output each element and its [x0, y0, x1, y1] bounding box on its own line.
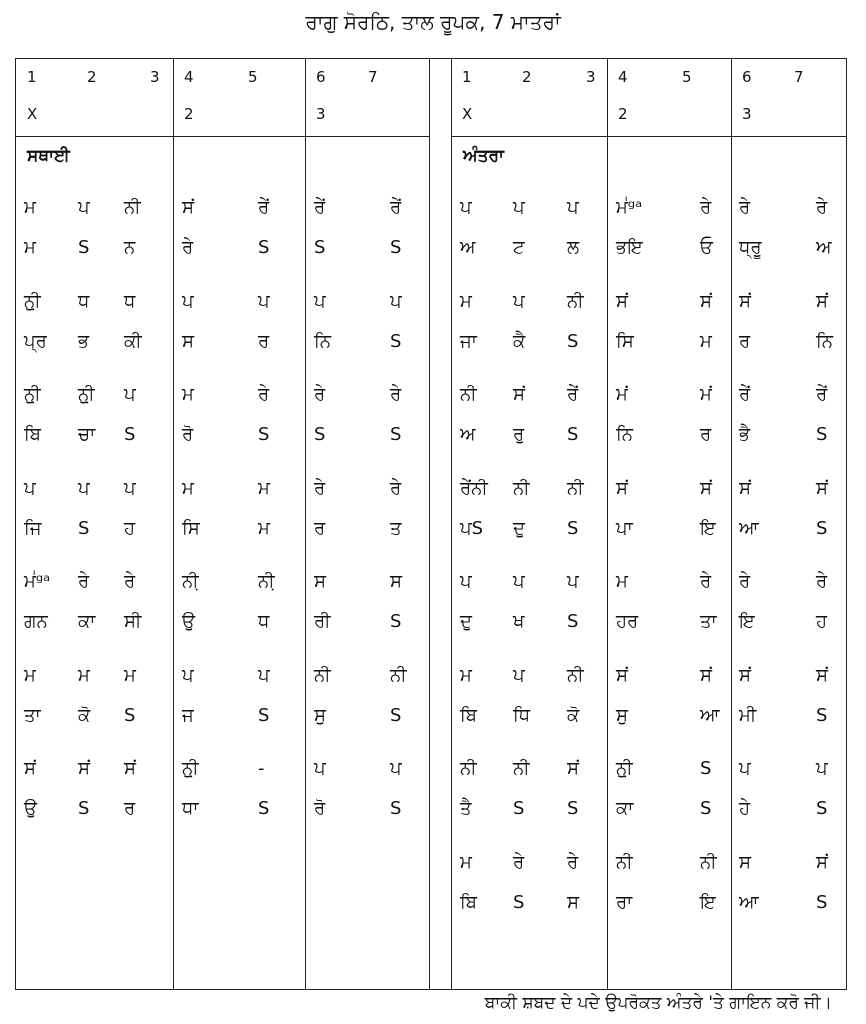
bol-syllable: ਕੀ — [124, 330, 142, 352]
bol-syllable: ਹਰ — [616, 611, 639, 632]
section-label: ਸਥਾਈ — [27, 146, 70, 166]
swar-note: ਮ — [182, 384, 194, 405]
swar-note: ਰੇ — [390, 384, 402, 405]
swar-note: ਪ — [513, 664, 525, 686]
swar-note: ਸਂ — [816, 477, 828, 499]
swar-note: ਸਂ — [124, 758, 136, 779]
bol-syllable: ਧਿ — [513, 704, 531, 726]
swar-note: ਰੇਂ — [390, 197, 402, 218]
swar-note: ਨੀ — [567, 290, 584, 312]
swar-note: ਨੀ — [314, 664, 331, 686]
bol-syllable: ਸਿ — [182, 517, 200, 539]
swar-note: ਸਂ — [700, 290, 712, 312]
bol-syllable: S — [390, 704, 402, 726]
bol-syllable: ਤੈ — [460, 798, 472, 819]
swar-note: ਮ — [78, 664, 90, 686]
bol-syllable: ਧ੍ਰੂ — [739, 237, 762, 258]
bol-syllable: ਰੋ — [314, 798, 326, 819]
bol-syllable: S — [390, 424, 402, 445]
bol-syllable: S — [390, 798, 402, 819]
header-divider-left — [15, 136, 429, 137]
bol-syllable: ਸਿ — [616, 330, 634, 352]
swar-note: ਸਂ — [700, 477, 712, 499]
swar-note: ਨੀ — [390, 664, 407, 686]
swar-note: ਸਂ — [616, 664, 628, 686]
swar-note: ਮ — [460, 290, 472, 312]
swar-note: ਨੀ — [460, 758, 477, 779]
bol-syllable: ਬਿ — [460, 891, 478, 913]
swar-note: ਰੇ — [314, 384, 326, 405]
bol-syllable: ਨਿ — [816, 330, 834, 352]
bol-syllable: ਪ੍ਰ — [24, 330, 47, 352]
bol-syllable: S — [390, 330, 402, 352]
bol-syllable: ਮ — [700, 330, 712, 352]
bol-syllable: ਰ — [700, 424, 712, 445]
swar-note: ਸਂ — [567, 758, 579, 779]
swar-note: ਮਂ — [700, 384, 712, 405]
bol-syllable: ਕੋ — [567, 704, 580, 726]
swar-note: ਰੇਂ — [567, 384, 579, 405]
swar-note: ਨੀ — [700, 851, 717, 873]
bol-syllable: ਮ — [24, 237, 36, 258]
bol-syllable: ਅ — [460, 424, 476, 445]
swar-note: ਸਂ — [816, 290, 828, 312]
bol-syllable: ਮ — [258, 517, 270, 539]
column-divider — [607, 58, 608, 990]
bol-syllable: S — [258, 237, 270, 258]
swar-note: ਪ — [314, 290, 326, 312]
header-divider-right — [451, 136, 847, 137]
swar-note: ਪ — [390, 290, 402, 312]
bol-syllable: ਬਿ — [460, 704, 478, 726]
bol-syllable: ਹੇ — [739, 798, 751, 819]
swar-note: ਸਂ — [739, 477, 751, 499]
swar-note: ਪ — [258, 290, 270, 312]
bol-syllable: ਸੁ — [616, 704, 628, 726]
beat-number: 2 — [522, 68, 532, 86]
swar-note: ਸਂ — [616, 477, 628, 499]
swar-note: ਰੇ — [816, 571, 828, 592]
taali-marker: 3 — [316, 105, 326, 123]
swar-note: ਰੇਂ — [739, 384, 751, 405]
swar-note: ਰੇ — [314, 477, 326, 499]
bol-syllable: ਮੀ — [739, 704, 757, 726]
bol-syllable: S — [390, 611, 402, 632]
swar-note: ਮ — [24, 197, 36, 218]
bol-syllable: S — [258, 424, 270, 445]
swar-note: ਧ — [124, 290, 136, 312]
column-divider — [173, 58, 174, 990]
bol-syllable: ਭ — [78, 330, 90, 352]
bol-syllable: ਰੀ — [314, 611, 331, 632]
bol-syllable: S — [567, 517, 579, 539]
bol-syllable: S — [567, 798, 579, 819]
bol-syllable: ਭੈ — [739, 424, 751, 445]
bol-syllable: S — [567, 611, 579, 632]
bol-syllable: ਬਿ — [24, 424, 42, 445]
bol-syllable: ਹ — [816, 611, 828, 632]
bol-syllable: ਸੁ — [314, 704, 326, 726]
swar-note: ਪ — [182, 664, 194, 686]
bol-syllable: S — [567, 424, 579, 445]
bol-syllable: ਪਾ — [616, 517, 633, 539]
bol-syllable: ਰ — [124, 798, 136, 819]
taali-marker: X — [462, 105, 473, 123]
bol-syllable: ਪS — [460, 517, 484, 539]
swar-note: ਮ — [460, 851, 472, 873]
swar-note: ਪ — [314, 758, 326, 779]
swar-note: ਨੀ — [124, 197, 141, 218]
swar-note: ਪ — [124, 477, 136, 499]
swar-note: ਨੁ਼ੀ — [24, 290, 41, 312]
swar-note: ਸ — [314, 571, 326, 592]
beat-number: 7 — [794, 68, 804, 86]
swar-note: ਸ — [390, 571, 402, 592]
swar-note: ਮ॑ᵍᵃ — [24, 571, 51, 592]
bol-syllable: ਰਾ — [616, 891, 633, 913]
swar-note: ਮ — [460, 664, 472, 686]
swar-note: ਮ — [616, 571, 628, 592]
beat-number: 3 — [586, 68, 596, 86]
swar-note: ਪ — [24, 477, 36, 499]
bol-syllable: ਹ — [124, 517, 136, 539]
swar-note: ਪ — [513, 290, 525, 312]
beat-number: 6 — [742, 68, 752, 86]
swar-note: ਰੇ — [78, 571, 90, 592]
bol-syllable: ਧਾ — [182, 798, 199, 819]
bol-syllable: ਰ — [314, 517, 326, 539]
swar-note: ਸਂ — [816, 851, 828, 873]
bol-syllable: S — [390, 237, 402, 258]
bol-syllable: ਨਿ — [616, 424, 634, 445]
swar-note: ਮ — [124, 664, 136, 686]
swar-note: ਰੇ — [390, 477, 402, 499]
swar-note: ਮਂ — [616, 384, 628, 405]
swar-note: ਰੇਂ — [314, 197, 326, 218]
beat-number: 1 — [27, 68, 37, 86]
bol-syllable: ਕੋ — [78, 704, 91, 726]
bol-syllable: ਕਾ — [616, 798, 634, 819]
swar-note: ਮ — [182, 477, 194, 499]
bol-syllable: S — [816, 891, 828, 913]
swar-note: ਰੇ — [567, 851, 579, 873]
swar-note: ਰੇ — [816, 197, 828, 218]
swar-note: ਪ — [513, 197, 525, 218]
bol-syllable: ਆ — [739, 517, 759, 539]
bol-syllable: S — [816, 704, 828, 726]
bol-syllable: S — [314, 237, 326, 258]
beat-number: 3 — [150, 68, 160, 86]
bol-syllable: ਰ — [739, 330, 751, 352]
swar-note: ਰੇ — [739, 571, 751, 592]
swar-note: ਮ — [258, 477, 270, 499]
bol-syllable: ਸੀ — [124, 611, 142, 632]
bol-syllable: ਆ — [700, 704, 720, 726]
swar-note: ਸਂ — [816, 664, 828, 686]
swar-note: ਰੇ — [700, 571, 712, 592]
bol-syllable: ਭਇ — [616, 237, 643, 258]
swar-note: ਪ — [182, 290, 194, 312]
swar-note: ਮ — [24, 664, 36, 686]
bol-syllable: ਇ — [700, 891, 716, 913]
bol-syllable: ਨ — [124, 237, 136, 258]
swar-note: ਨੀ — [460, 384, 477, 405]
swar-note: ਸਂ — [616, 290, 628, 312]
taali-marker: 3 — [742, 105, 752, 123]
bol-syllable: S — [816, 424, 828, 445]
swar-note: ਸਂ — [24, 758, 36, 779]
swar-note: ਨੀ — [513, 477, 530, 499]
bol-syllable: ਟ — [513, 237, 525, 258]
swar-note: ਰੇ — [258, 384, 270, 405]
swar-note: ਨੀ਼ — [258, 571, 275, 592]
swar-note: ਰੇ — [700, 197, 712, 218]
bol-syllable: ਰੁ — [513, 424, 525, 445]
bol-syllable: S — [700, 798, 712, 819]
beat-number: 5 — [682, 68, 692, 86]
bol-syllable: S — [513, 798, 525, 819]
bol-syllable: ਜ — [182, 704, 194, 726]
beat-number: 2 — [87, 68, 97, 86]
bol-syllable: S — [513, 891, 525, 913]
bol-syllable: S — [124, 704, 136, 726]
beat-number: 7 — [368, 68, 378, 86]
swar-note: ਰੇ — [739, 197, 751, 218]
bol-syllable: ਸ — [567, 891, 579, 913]
beat-number: 6 — [316, 68, 326, 86]
swar-note: ਰੇ — [124, 571, 136, 592]
beat-number: 4 — [618, 68, 628, 86]
swar-note: ਨੀ਼ — [182, 571, 199, 592]
bol-syllable: ਕਾ — [78, 611, 96, 632]
swar-note: ਸ — [739, 851, 751, 873]
beat-number: 5 — [248, 68, 258, 86]
swar-note: ਨੁ਼ੀ — [78, 384, 95, 405]
swar-note: ਸਂ — [182, 197, 194, 218]
bol-syllable: ਗਨ — [24, 611, 48, 632]
bol-syllable: ਲ — [567, 237, 580, 258]
swar-note: ਨੀ — [616, 851, 633, 873]
bol-syllable: S — [816, 517, 828, 539]
swar-note: ਨੁ਼ੀ — [616, 758, 633, 779]
swar-note: ਨੀ — [567, 664, 584, 686]
swar-note: ਰੇਂਨੀ — [460, 477, 488, 499]
column-divider — [451, 58, 452, 990]
swar-note: ਨੁ਼ੀ — [24, 384, 41, 405]
swar-note: ਧ — [78, 290, 90, 312]
bol-syllable: S — [78, 237, 90, 258]
bol-syllable: ਓ — [700, 237, 713, 258]
bol-syllable: ਅ — [460, 237, 476, 258]
bol-syllable: ਉ — [24, 798, 38, 819]
beat-number: 4 — [184, 68, 194, 86]
bol-syllable: ਰੇ — [182, 237, 194, 258]
bol-syllable: ਇ — [739, 611, 755, 632]
swar-note: ਪ — [567, 571, 579, 592]
swar-note: ਨੀ — [567, 477, 584, 499]
swar-note: ਪ — [567, 197, 579, 218]
beat-number: 1 — [462, 68, 472, 86]
bol-syllable: ਚਾ — [78, 424, 96, 445]
column-divider — [305, 58, 306, 990]
bol-syllable: ਖ — [513, 611, 525, 632]
taali-marker: 2 — [618, 105, 628, 123]
section-label: ਅੰਤਰਾ — [463, 146, 504, 166]
bol-syllable: ਧ — [258, 611, 270, 632]
bol-syllable: ਅ — [816, 237, 832, 258]
bol-syllable: S — [816, 798, 828, 819]
bol-syllable: S — [314, 424, 326, 445]
column-divider — [429, 58, 430, 990]
swar-note: ਰੇਂ — [258, 197, 270, 218]
swar-note: ਰੇ — [513, 851, 525, 873]
bol-syllable: ਦੁ — [460, 611, 472, 632]
swar-note: S — [700, 758, 712, 779]
bol-syllable: ਰੋ — [182, 424, 194, 445]
swar-note: ਪ — [78, 197, 90, 218]
bol-syllable: S — [258, 704, 270, 726]
swar-note: ਪ — [513, 571, 525, 592]
bol-syllable: ਤਾ — [700, 611, 717, 632]
swar-note: ਨੁ਼ੀ — [182, 758, 199, 779]
bol-syllable: ਦੁ — [513, 517, 525, 539]
taali-marker: X — [27, 105, 38, 123]
bol-syllable: S — [78, 798, 90, 819]
bol-syllable: ਜਿ — [24, 517, 42, 539]
swar-note: ਪ — [258, 664, 270, 686]
swar-note: ਸਂ — [513, 384, 525, 405]
swar-note: ਰੇਂ — [816, 384, 828, 405]
swar-note: ਪ — [739, 758, 751, 779]
bol-syllable: ਆ — [739, 891, 759, 913]
bol-syllable: ਇ — [700, 517, 716, 539]
bol-syllable: ਤਾ — [24, 704, 41, 726]
bol-syllable: S — [78, 517, 90, 539]
bol-syllable: S — [567, 330, 579, 352]
swar-note: ਪ — [124, 384, 136, 405]
swar-note: - — [258, 758, 265, 779]
swar-note: ਪ — [460, 197, 472, 218]
swar-note: ਸਂ — [739, 664, 751, 686]
bol-syllable: S — [258, 798, 270, 819]
swar-note: ਮ॑ᵍᵃ — [616, 197, 643, 218]
swar-note: ਪ — [460, 571, 472, 592]
bol-syllable: ਰ — [258, 330, 270, 352]
swar-note: ਪ — [816, 758, 828, 779]
bol-syllable: ਜਾ — [460, 330, 477, 352]
bol-syllable: ਤ — [390, 517, 402, 539]
bol-syllable: ਸ — [182, 330, 194, 352]
swar-note: ਸਂ — [700, 664, 712, 686]
swar-note: ਸਂ — [78, 758, 90, 779]
footer-note: ਬਾਕੀ ਸ਼ਬਦ ਦੇ ਪਦੇ ਉਪਰੋਕਤ ਅੰਤਰੇ 'ਤੇ ਗਾਇਨ ਕਰੋ ਜੀ। — [484, 993, 832, 1013]
bol-syllable: S — [124, 424, 136, 445]
swar-note: ਪ — [390, 758, 402, 779]
page-title: ਰਾਗੁ ਸੋਰਠਿ, ਤਾਲ ਰੂਪਕ, 7 ਮਾਤਰਾਂ — [305, 10, 561, 34]
swar-note: ਸਂ — [739, 290, 751, 312]
bol-syllable: ਕੈ — [513, 330, 526, 352]
bol-syllable: ਨਿ — [314, 330, 332, 352]
swar-note: ਨੀ — [513, 758, 530, 779]
swar-note: ਪ — [78, 477, 90, 499]
column-divider — [731, 58, 732, 990]
bol-syllable: ਉ — [182, 611, 196, 632]
taali-marker: 2 — [184, 105, 194, 123]
